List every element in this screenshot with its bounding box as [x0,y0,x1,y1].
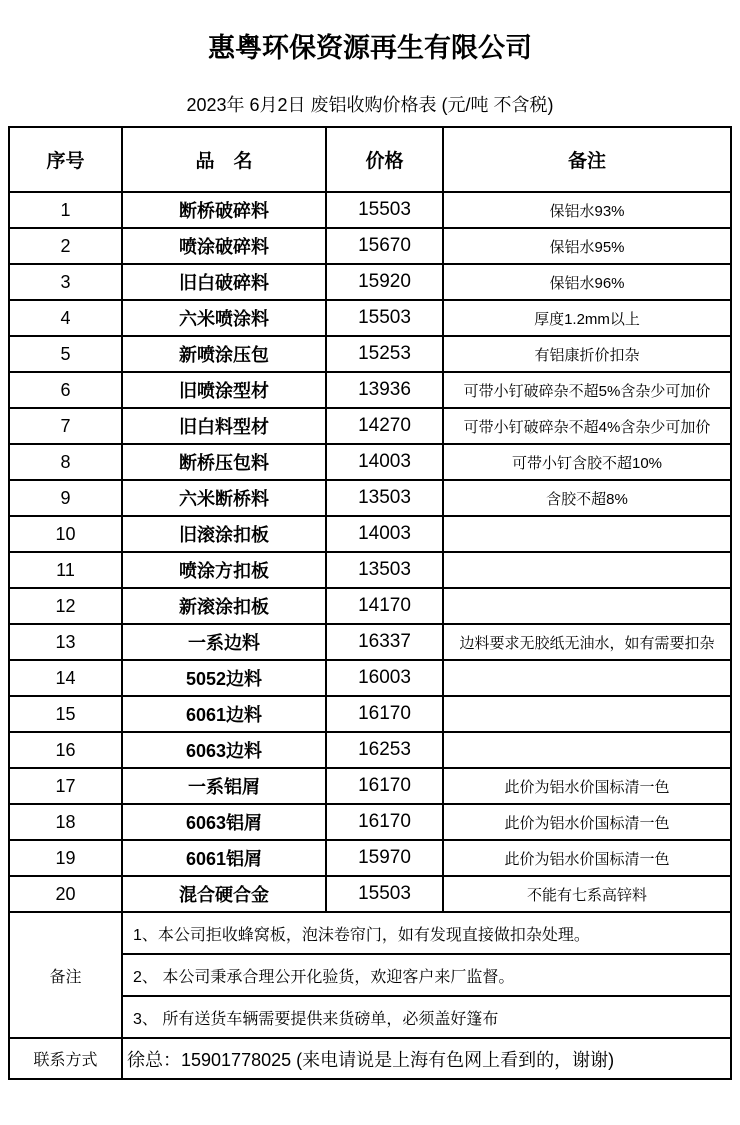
table-row [9,372,731,408]
price-cell: 16170 [326,696,443,732]
table-row [9,336,731,372]
price-cell: 15670 [326,228,443,264]
name-cell: 旧喷涂型材 [122,372,326,408]
note-1: 1、本公司拒收蜂窝板，泡沫卷帘门，如有发现直接做扣杂处理。 [122,912,731,954]
remark-cell [443,732,731,768]
footer-section [9,912,731,1079]
contact-label: 联系方式 [9,1038,122,1079]
serial-cell: 14 [9,660,122,696]
name-cell: 旧滚涂扣板 [122,516,326,552]
remark-cell: 可带小钉破碎杂不超4%含杂少可加价 [443,408,731,444]
remark-cell: 保铝水96% [443,264,731,300]
price-cell: 16253 [326,732,443,768]
price-table-body [9,192,731,912]
serial-cell: 16 [9,732,122,768]
remark-cell: 不能有七系高锌料 [443,876,731,912]
remark-cell [443,696,731,732]
price-cell: 14170 [326,588,443,624]
name-cell: 6063边料 [122,732,326,768]
col-header-name: 品 名 [122,127,326,192]
serial-cell: 2 [9,228,122,264]
name-cell: 6063铝屑 [122,804,326,840]
remark-cell: 保铝水93% [443,192,731,228]
notes-label: 备注 [9,912,122,1038]
table-row [9,516,731,552]
table-row [9,192,731,228]
table-row [9,444,731,480]
table-row [9,552,731,588]
table-row [9,660,731,696]
name-cell: 一系边料 [122,624,326,660]
name-cell: 六米断桥料 [122,480,326,516]
price-cell: 15970 [326,840,443,876]
serial-cell: 15 [9,696,122,732]
table-row [9,840,731,876]
remark-cell: 可带小钉含胶不超10% [443,444,731,480]
table-row [9,264,731,300]
col-header-serial: 序号 [9,127,122,192]
col-header-price: 价格 [326,127,443,192]
table-row [9,696,731,732]
price-cell: 14003 [326,516,443,552]
serial-cell: 5 [9,336,122,372]
name-cell: 6061铝屑 [122,840,326,876]
remark-cell: 可带小钉破碎杂不超5%含杂少可加价 [443,372,731,408]
remark-cell: 有铝康折价扣杂 [443,336,731,372]
name-cell: 旧白料型材 [122,408,326,444]
name-cell: 新滚涂扣板 [122,588,326,624]
remark-cell: 保铝水95% [443,228,731,264]
price-cell: 15920 [326,264,443,300]
remark-cell: 边料要求无胶纸无油水，如有需要扣杂 [443,624,731,660]
remark-cell [443,552,731,588]
price-cell: 15503 [326,300,443,336]
table-row [9,876,731,912]
serial-cell: 3 [9,264,122,300]
price-cell: 16337 [326,624,443,660]
serial-cell: 19 [9,840,122,876]
remark-cell: 厚度1.2mm以上 [443,300,731,336]
name-cell: 新喷涂压包 [122,336,326,372]
price-cell: 15503 [326,876,443,912]
price-cell: 15503 [326,192,443,228]
serial-cell: 13 [9,624,122,660]
name-cell: 一系铝屑 [122,768,326,804]
remark-cell [443,516,731,552]
price-cell: 16170 [326,768,443,804]
serial-cell: 18 [9,804,122,840]
company-title: 惠粤环保资源再生有限公司 [208,33,532,63]
serial-cell: 10 [9,516,122,552]
notes-row-1 [9,912,731,954]
remark-cell [443,660,731,696]
remark-cell [443,588,731,624]
price-cell: 15253 [326,336,443,372]
serial-cell: 8 [9,444,122,480]
col-header-remark: 备注 [443,127,731,192]
serial-cell: 7 [9,408,122,444]
price-cell: 14270 [326,408,443,444]
price-cell: 16003 [326,660,443,696]
price-table [8,126,732,1080]
name-cell: 旧白破碎料 [122,264,326,300]
serial-cell: 9 [9,480,122,516]
remark-cell: 此价为铝水价国标清一色 [443,840,731,876]
table-row [9,804,731,840]
table-row [9,768,731,804]
table-row [9,228,731,264]
price-cell: 14003 [326,444,443,480]
name-cell: 混合硬合金 [122,876,326,912]
sheet-subtitle: 2023年 6月2日 废铝收购价格表 (元/吨 不含税) [186,95,554,115]
name-cell: 喷涂破碎料 [122,228,326,264]
table-row [9,480,731,516]
table-row [9,732,731,768]
note-2: 2、 本公司秉承合理公开化验货，欢迎客户来厂监督。 [122,954,731,996]
table-row [9,300,731,336]
price-cell: 16170 [326,804,443,840]
name-cell: 六米喷涂料 [122,300,326,336]
note-3: 3、 所有送货车辆需要提供来货磅单，必须盖好篷布 [122,996,731,1038]
price-cell: 13503 [326,480,443,516]
serial-cell: 17 [9,768,122,804]
serial-cell: 12 [9,588,122,624]
serial-cell: 1 [9,192,122,228]
table-row [9,624,731,660]
serial-cell: 20 [9,876,122,912]
name-cell: 6061边料 [122,696,326,732]
price-cell: 13503 [326,552,443,588]
price-cell: 13936 [326,372,443,408]
table-row [9,408,731,444]
name-cell: 5052边料 [122,660,326,696]
contact-row [9,1038,731,1079]
contact-value: 徐总：15901778025 (来电请说是上海有色网上看到的，谢谢) [122,1038,731,1079]
serial-cell: 4 [9,300,122,336]
remark-cell: 此价为铝水价国标清一色 [443,804,731,840]
name-cell: 喷涂方扣板 [122,552,326,588]
serial-cell: 6 [9,372,122,408]
remark-cell: 含胶不超8% [443,480,731,516]
serial-cell: 11 [9,552,122,588]
remark-cell: 此价为铝水价国标清一色 [443,768,731,804]
name-cell: 断桥压包料 [122,444,326,480]
header-row [9,127,731,192]
name-cell: 断桥破碎料 [122,192,326,228]
table-row [9,588,731,624]
